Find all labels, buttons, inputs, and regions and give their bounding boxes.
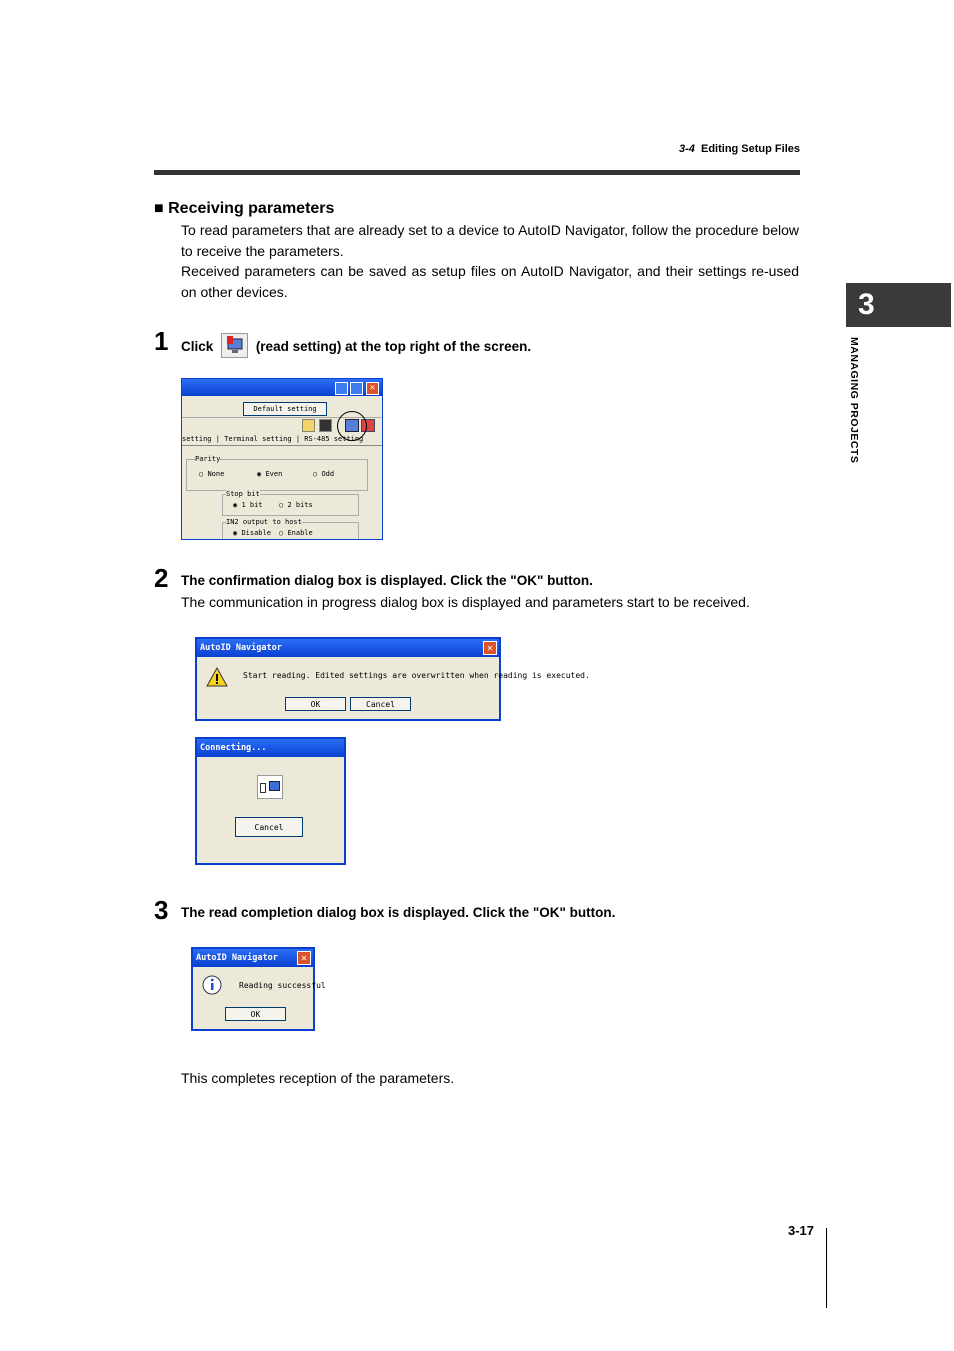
step-1-pre: Click [181, 339, 214, 355]
in2-enable-label: Enable [287, 529, 313, 537]
confirm-ok-button[interactable]: OK [285, 697, 346, 711]
tab-terminal-setting[interactable]: Terminal setting [224, 435, 292, 443]
read-setting-icon [221, 333, 248, 358]
close-icon[interactable]: ✕ [366, 382, 379, 395]
confirm-cancel-button[interactable]: Cancel [350, 697, 411, 711]
parity-even[interactable]: ◉ Even [257, 470, 283, 478]
header-section-title: Editing Setup Files [700, 143, 800, 155]
intro-paragraph-1: To read parameters that are already set to a device to AutoID Navigator, follow the procedure below to receive the parameters. [181, 222, 799, 259]
chapter-tab [846, 283, 951, 327]
header-rule [154, 170, 800, 175]
app-titlebar [182, 379, 382, 396]
connecting-dialog [195, 737, 346, 865]
closing-text: This completes reception of the parameters. [181, 1070, 455, 1086]
default-setting-button[interactable]: Default setting [243, 402, 327, 416]
tab-strip: setting | Terminal setting | RS-485 setting [182, 435, 383, 446]
stopbit-2[interactable]: ○ 2 bits [279, 501, 313, 509]
connecting-dialog-title: Connecting... [200, 743, 267, 753]
confirm-close-icon[interactable]: ✕ [483, 641, 497, 655]
step-2-instruction: The confirmation dialog box is displayed. Click the "OK" button. [181, 573, 593, 588]
chapter-number: 3 [858, 288, 875, 321]
in2-group [222, 518, 359, 540]
info-icon [201, 975, 223, 997]
in2-enable[interactable]: ○ Enable [279, 529, 313, 537]
confirm-dialog-titlebar [197, 639, 499, 657]
step-1-number: 1 [154, 326, 169, 356]
confirm-dialog-title: AutoID Navigator [200, 643, 282, 653]
footer-rule [826, 1228, 827, 1308]
app-window-screenshot [181, 378, 383, 540]
running-header [600, 143, 800, 155]
parity-none[interactable]: ○ None [199, 470, 225, 478]
confirm-dialog [195, 637, 590, 721]
tab-rs485-setting[interactable]: RS-485 setting [304, 435, 364, 443]
step-2-description: The communication in progress dialog box is displayed and parameters start to be received. [181, 594, 750, 610]
section-title-text: Receiving parameters [168, 200, 335, 217]
stopbit-2-label: 2 bits [287, 501, 313, 509]
chapter-title-vertical: MANAGING PROJECTS [848, 337, 860, 464]
minimize-icon[interactable] [335, 382, 348, 395]
tab-setting[interactable]: setting [182, 435, 212, 443]
stopbit-1[interactable]: ◉ 1 bit [233, 501, 263, 509]
open-file-icon[interactable] [302, 419, 315, 432]
step-1-post: (read setting) at the top right of the screen. [255, 339, 532, 355]
section-bullet: ■ [154, 200, 164, 217]
completion-dialog [191, 947, 326, 1031]
parity-label: Parity [195, 455, 221, 463]
parity-odd-label: Odd [321, 470, 335, 478]
step-3-number: 3 [154, 895, 169, 925]
step-1-instruction [181, 335, 531, 360]
in2-disable-label: Disable [241, 529, 271, 537]
connecting-animation-icon [257, 775, 283, 799]
completion-dialog-titlebar [193, 949, 313, 967]
header-section-num: 3-4 [678, 143, 695, 155]
save-icon[interactable] [319, 419, 332, 432]
in2-disable[interactable]: ◉ Disable [233, 529, 271, 537]
completion-message: Reading successful [239, 981, 326, 990]
connecting-cancel-button[interactable]: Cancel [235, 817, 303, 837]
completion-close-icon[interactable]: ✕ [297, 951, 311, 965]
maximize-icon[interactable] [350, 382, 363, 395]
intro-paragraph-2: Received parameters can be saved as setup files on AutoID Navigator, and their settings re-used on other devices. [181, 263, 799, 300]
page-number: 3-17 [788, 1223, 815, 1238]
warning-icon [206, 667, 228, 687]
stopbit-label: Stop bit [226, 490, 260, 498]
step-3-instruction: The read completion dialog box is displayed. Click the "OK" button. [181, 905, 616, 920]
parity-group [186, 455, 368, 491]
confirm-message: Start reading. Edited settings are overwritten when reading is executed. [243, 671, 590, 680]
connecting-dialog-titlebar [197, 739, 344, 757]
completion-ok-button[interactable]: OK [225, 1007, 286, 1021]
step-2-number: 2 [154, 563, 169, 593]
in2-label: IN2 output to host [226, 518, 302, 526]
stopbit-1-label: 1 bit [241, 501, 263, 509]
completion-dialog-title: AutoID Navigator [196, 953, 278, 963]
stopbit-group [222, 490, 359, 516]
parity-none-label: None [207, 470, 225, 478]
parity-even-label: Even [265, 470, 283, 478]
parity-odd[interactable]: ○ Odd [313, 470, 335, 478]
section-title [154, 200, 334, 218]
